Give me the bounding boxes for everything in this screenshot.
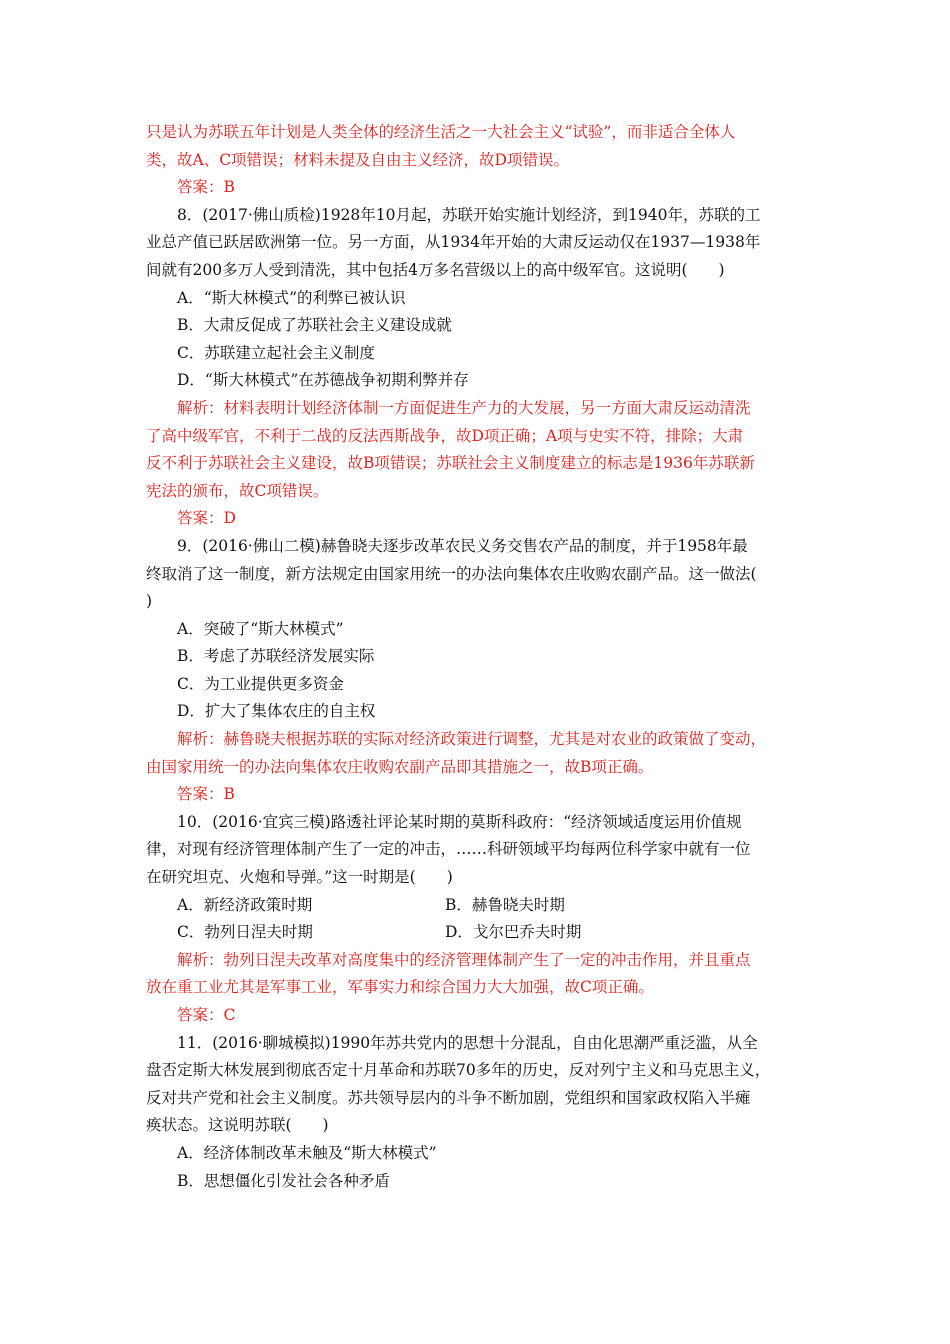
answer: 答案：B — [177, 785, 235, 804]
analysis-line: 只是认为苏联五年计划是人类全体的经济生活之一大社会主义“试验”，而非适合全体人 — [146, 123, 736, 141]
analysis-line: 解析：材料表明计划经济体制一方面促进生产力的大发展，另一方面大肃反运动清洗 — [177, 398, 751, 417]
option-c: C．勃列日涅夫时期 — [177, 923, 313, 942]
analysis-line: 由国家用统一的办法向集体农庄收购农副产品即其措施之一，故B项正确。 — [146, 757, 654, 776]
option-c: C．苏联建立起社会主义制度 — [177, 343, 375, 362]
option-c: C．为工业提供更多资金 — [177, 674, 344, 693]
options-row — [146, 892, 814, 920]
option-d: D．扩大了集体农庄的自主权 — [177, 702, 376, 721]
question-stem: 痪状态。这说明苏联( ) — [146, 1116, 329, 1135]
analysis-line: 解析：赫鲁晓夫根据苏联的实际对经济政策进行调整，尤其是对农业的政策做了变动， — [177, 730, 767, 749]
answer: 答案：B — [177, 178, 235, 197]
analysis-line: 解析：勃列日涅夫改革对高度集中的经济管理体制产生了一定的冲击作用，并且重点 — [177, 950, 751, 969]
option-a: A．“斯大林模式”的利弊已被认识 — [177, 288, 406, 307]
question-stem: 反对共产党和社会主义制度。苏共领导层内的斗争不断加剧，党组织和国家政权陷入半瘫 — [146, 1088, 751, 1107]
option-b: B．思想僵化引发社会各种矛盾 — [177, 1171, 390, 1190]
answer: 答案：C — [177, 1006, 236, 1024]
answer: 答案：D — [177, 509, 236, 528]
options-row — [146, 919, 814, 947]
option-a: A．新经济政策时期 — [177, 895, 313, 914]
question-stem: 盘否定斯大林发展到彻底否定十月革命和苏联70多年的历史，反对列宁主义和马克思主义， — [146, 1061, 771, 1080]
option-d: D．“斯大林模式”在苏德战争初期利弊并存 — [177, 371, 469, 390]
option-b: B．赫鲁晓夫时期 — [445, 895, 565, 914]
option-b: B．考虑了苏联经济发展实际 — [177, 647, 375, 666]
analysis-line: 放在重工业尤其是军事工业，军事实力和综合国力大大加强，故C项正确。 — [146, 978, 654, 997]
option-d: D．戈尔巴乔夫时期 — [445, 923, 582, 942]
question-stem: 8．(2017·佛山质检)1928年10月起，苏联开始实施计划经济，到1940年，苏联的工 — [177, 205, 761, 224]
question-stem: 律，对现有经济管理体制产生了一定的冲击，……科研领域平均每两位科学家中就有一位 — [146, 840, 751, 859]
question-stem: ) — [146, 592, 153, 611]
option-a: A．经济体制改革未触及“斯大林模式” — [177, 1143, 437, 1162]
option-a: A．突破了“斯大林模式” — [177, 619, 344, 638]
analysis-line: 类，故A、C项错误；材料未提及自由主义经济，故D项错误。 — [146, 150, 569, 169]
question-stem: 间就有200多万人受到清洗，其中包括4万多名营级以上的高中级军官。这说明( ) — [146, 260, 725, 279]
question-stem: 9．(2016·佛山二模)赫鲁晓夫逐步改革农民义务交售农产品的制度，并于1958年最 — [177, 536, 748, 555]
question-stem: 终取消了这一制度，新方法规定由国家用统一的办法向集体农庄收购农副产品。这一做法( — [146, 564, 757, 583]
question-11 — [146, 1030, 814, 1196]
top-explanation — [146, 119, 814, 202]
question-stem: 10．(2016·宜宾三模)路透社评论某时期的莫斯科政府：“经济领域适度运用价值规 — [177, 812, 742, 831]
question-8 — [146, 202, 814, 533]
question-stem: 业总产值已跃居欧洲第一位。另一方面，从1934年开始的大肃反运动仅在1937—1938年 — [146, 233, 761, 252]
analysis-line: 了高中级军官，不利于二战的反法西斯战争，故D项正确；A项与史实不符，排除；大肃 — [146, 426, 744, 445]
option-b: B．大肃反促成了苏联社会主义建设成就 — [177, 316, 452, 335]
analysis-line: 宪法的颁布，故C项错误。 — [146, 481, 329, 500]
question-9 — [146, 533, 814, 809]
analysis-line: 反不利于苏联社会主义建设，故B项错误；苏联社会主义制度建立的标志是1936年苏联新 — [146, 454, 755, 473]
question-stem: 在研究坦克、火炮和导弹。”这一时期是( ) — [146, 868, 453, 887]
question-10 — [146, 809, 814, 1030]
page-content — [146, 119, 814, 1195]
question-stem: 11．(2016·聊城模拟)1990年苏共党内的思想十分混乱，自由化思潮严重泛滥，从全 — [177, 1033, 758, 1052]
